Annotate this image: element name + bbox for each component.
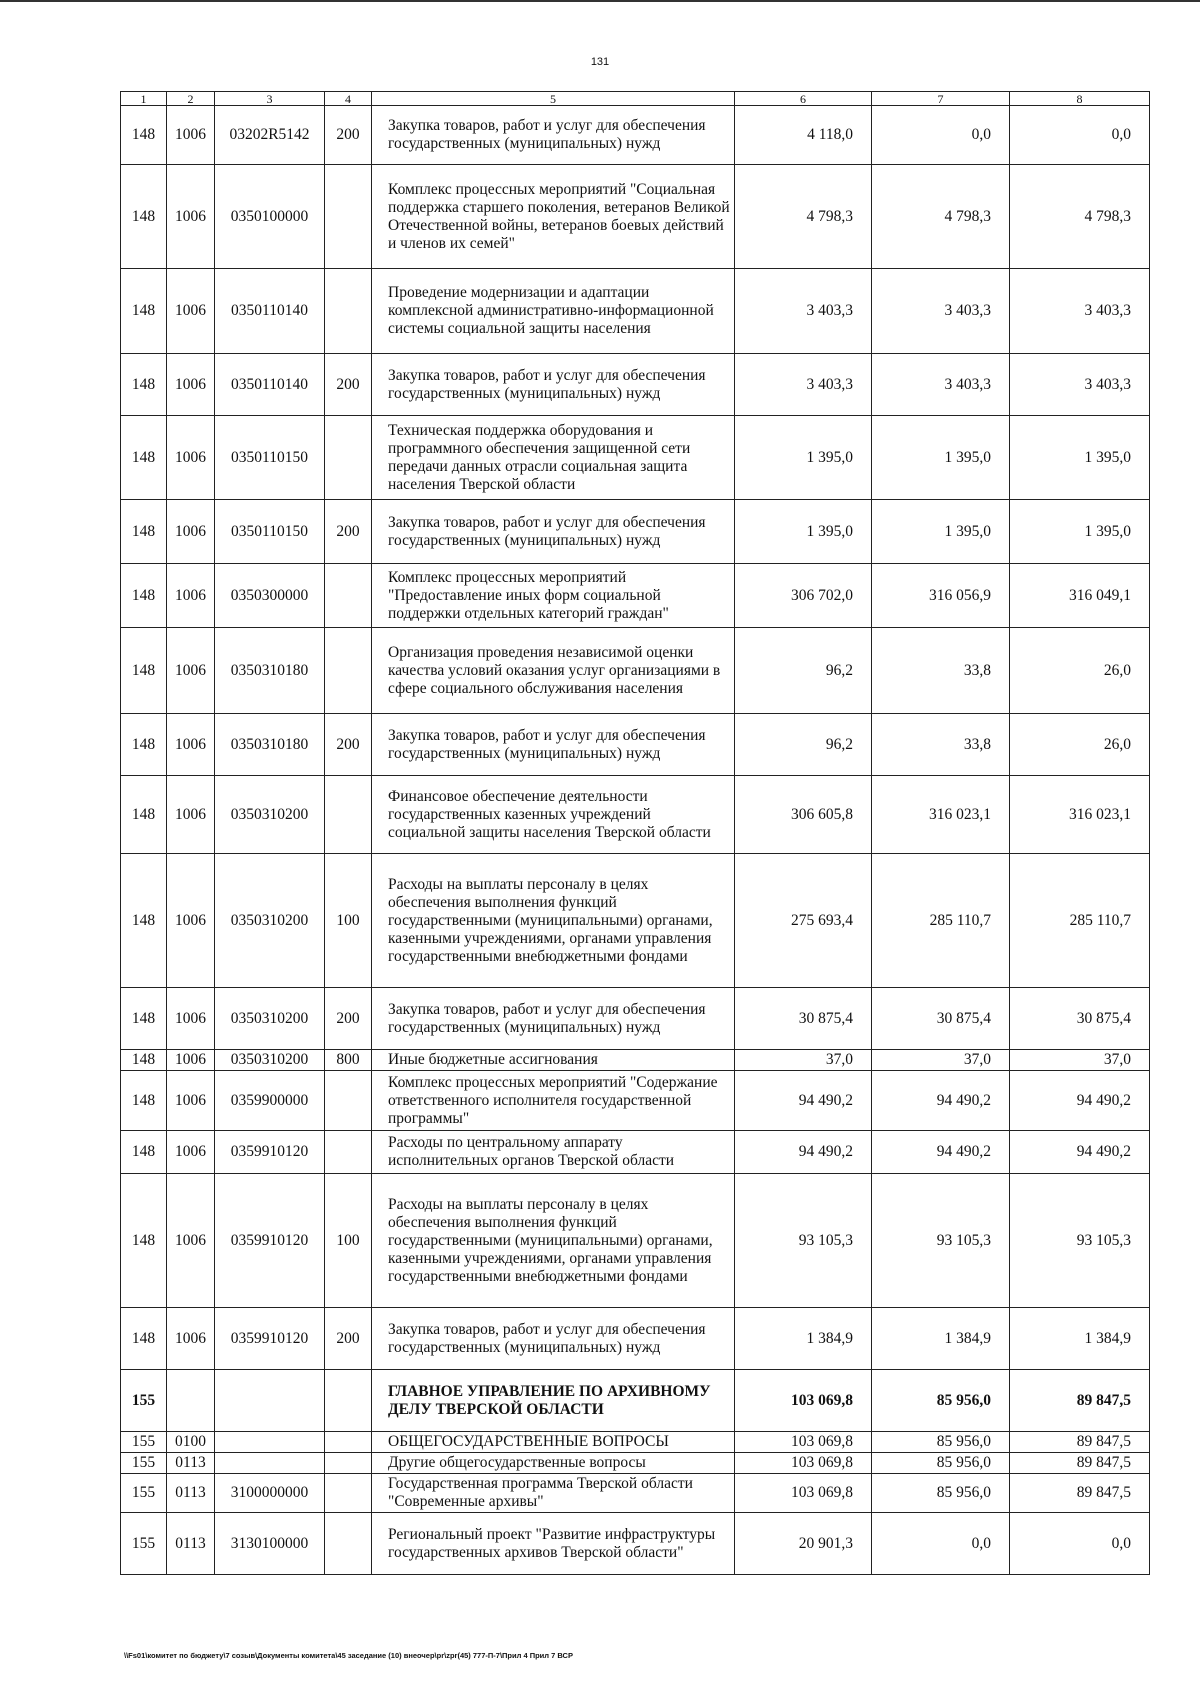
cell-col-6: 306 605,8: [735, 776, 872, 854]
cell-col-7: 33,8: [872, 714, 1010, 776]
column-header: 2: [167, 92, 215, 106]
cell-col-8: 0,0: [1010, 1513, 1150, 1575]
cell-col-4: 200: [325, 500, 372, 564]
cell-col-6: 3 403,3: [735, 269, 872, 354]
cell-col-6: 30 875,4: [735, 988, 872, 1050]
cell-col-4: [325, 564, 372, 628]
cell-col-3: 3100000000: [215, 1474, 325, 1513]
cell-col-3: 0350310200: [215, 854, 325, 988]
cell-col-3: 0359910120: [215, 1308, 325, 1370]
cell-col-7: 37,0: [872, 1050, 1010, 1071]
table-row: [121, 628, 1150, 714]
cell-col-2: 1006: [167, 416, 215, 500]
cell-col-2: 1006: [167, 776, 215, 854]
cell-col-1: 148: [121, 776, 167, 854]
cell-col-2: 1006: [167, 1131, 215, 1174]
cell-col-5: Финансовое обеспечение деятельности государственных казенных учреждений социальной защиты населения Тверской области: [372, 776, 735, 854]
footer-file-path: \\Fs01\комитет по бюджету\7 созыв\Документы комитета\45 заседание (10) внеочер\pr\zpr(45) 777-П-7\Прил 4 Прил 7 ВСР: [124, 1651, 573, 1660]
cell-col-3: 0350310180: [215, 628, 325, 714]
table-row: [121, 988, 1150, 1050]
cell-col-7: 1 395,0: [872, 500, 1010, 564]
cell-col-4: 200: [325, 354, 372, 416]
cell-col-5: Расходы на выплаты персоналу в целях обеспечения выполнения функций государственными (муниципальными) органами, казенными учреждениями, органами управления государственными внебюджетными фондами: [372, 854, 735, 988]
cell-col-6: 306 702,0: [735, 564, 872, 628]
cell-col-7: 94 490,2: [872, 1071, 1010, 1131]
cell-col-3: 0359910120: [215, 1131, 325, 1174]
table-row: [121, 1131, 1150, 1174]
cell-col-4: 200: [325, 714, 372, 776]
cell-col-2: [167, 1370, 215, 1432]
cell-col-8: 89 847,5: [1010, 1432, 1150, 1453]
cell-col-8: 316 049,1: [1010, 564, 1150, 628]
column-number-row: [121, 92, 1150, 106]
cell-col-3: 0350110140: [215, 354, 325, 416]
budget-table: [120, 91, 1150, 1575]
cell-col-3: 0350100000: [215, 165, 325, 269]
column-header: 3: [215, 92, 325, 106]
cell-col-2: 0113: [167, 1453, 215, 1474]
cell-col-4: 800: [325, 1050, 372, 1071]
cell-col-1: 148: [121, 1308, 167, 1370]
cell-col-8: 93 105,3: [1010, 1174, 1150, 1308]
cell-col-2: 1006: [167, 354, 215, 416]
cell-col-2: 1006: [167, 106, 215, 165]
cell-col-2: 0100: [167, 1432, 215, 1453]
cell-col-2: 1006: [167, 628, 215, 714]
cell-col-4: [325, 1370, 372, 1432]
cell-col-5: Региональный проект "Развитие инфраструктуры государственных архивов Тверской области": [372, 1513, 735, 1575]
table-row: [121, 776, 1150, 854]
cell-col-1: 148: [121, 354, 167, 416]
cell-col-8: 94 490,2: [1010, 1071, 1150, 1131]
cell-col-8: 89 847,5: [1010, 1474, 1150, 1513]
cell-col-6: 4 798,3: [735, 165, 872, 269]
cell-col-2: 1006: [167, 714, 215, 776]
table-row: [121, 1474, 1150, 1513]
cell-col-5: Расходы по центральному аппарату исполнительных органов Тверской области: [372, 1131, 735, 1174]
cell-col-2: 1006: [167, 854, 215, 988]
cell-col-4: 200: [325, 1308, 372, 1370]
cell-col-1: 155: [121, 1513, 167, 1575]
column-header: 1: [121, 92, 167, 106]
cell-col-6: 3 403,3: [735, 354, 872, 416]
cell-col-7: 33,8: [872, 628, 1010, 714]
table-row: [121, 1453, 1150, 1474]
cell-col-7: 0,0: [872, 1513, 1010, 1575]
cell-col-2: 1006: [167, 988, 215, 1050]
cell-col-2: 1006: [167, 165, 215, 269]
cell-col-1: 155: [121, 1370, 167, 1432]
cell-col-6: 1 395,0: [735, 416, 872, 500]
cell-col-6: 37,0: [735, 1050, 872, 1071]
column-header: 6: [735, 92, 872, 106]
cell-col-7: 85 956,0: [872, 1370, 1010, 1432]
cell-col-8: 89 847,5: [1010, 1370, 1150, 1432]
cell-col-8: 89 847,5: [1010, 1453, 1150, 1474]
cell-col-3: [215, 1370, 325, 1432]
column-header: 7: [872, 92, 1010, 106]
cell-col-5: Другие общегосударственные вопросы: [372, 1453, 735, 1474]
cell-col-1: 148: [121, 628, 167, 714]
cell-col-8: 0,0: [1010, 106, 1150, 165]
cell-col-8: 316 023,1: [1010, 776, 1150, 854]
cell-col-6: 94 490,2: [735, 1131, 872, 1174]
cell-col-8: 1 395,0: [1010, 416, 1150, 500]
cell-col-2: 1006: [167, 1174, 215, 1308]
cell-col-5: Закупка товаров, работ и услуг для обеспечения государственных (муниципальных) нужд: [372, 106, 735, 165]
cell-col-4: 200: [325, 106, 372, 165]
cell-col-5: Закупка товаров, работ и услуг для обеспечения государственных (муниципальных) нужд: [372, 1308, 735, 1370]
cell-col-2: 1006: [167, 500, 215, 564]
cell-col-7: 3 403,3: [872, 269, 1010, 354]
cell-col-7: 4 798,3: [872, 165, 1010, 269]
cell-col-7: 85 956,0: [872, 1432, 1010, 1453]
page-number: 131: [590, 56, 610, 68]
cell-col-6: 103 069,8: [735, 1432, 872, 1453]
cell-col-1: 148: [121, 564, 167, 628]
cell-col-8: 30 875,4: [1010, 988, 1150, 1050]
cell-col-7: 1 395,0: [872, 416, 1010, 500]
cell-col-6: 275 693,4: [735, 854, 872, 988]
table-row: [121, 1071, 1150, 1131]
cell-col-5: Иные бюджетные ассигнования: [372, 1050, 735, 1071]
cell-col-3: [215, 1432, 325, 1453]
cell-col-5: Государственная программа Тверской области "Современные архивы": [372, 1474, 735, 1513]
cell-col-3: 0350310200: [215, 776, 325, 854]
cell-col-8: 4 798,3: [1010, 165, 1150, 269]
cell-col-4: [325, 1513, 372, 1575]
cell-col-7: 3 403,3: [872, 354, 1010, 416]
cell-col-5: Закупка товаров, работ и услуг для обеспечения государственных (муниципальных) нужд: [372, 988, 735, 1050]
cell-col-7: 1 384,9: [872, 1308, 1010, 1370]
cell-col-3: 0350110140: [215, 269, 325, 354]
cell-col-1: 148: [121, 988, 167, 1050]
cell-col-8: 1 395,0: [1010, 500, 1150, 564]
cell-col-1: 148: [121, 1131, 167, 1174]
cell-col-7: 85 956,0: [872, 1453, 1010, 1474]
cell-col-6: 103 069,8: [735, 1370, 872, 1432]
cell-col-7: 316 056,9: [872, 564, 1010, 628]
cell-col-4: [325, 1071, 372, 1131]
cell-col-5: Комплекс процессных мероприятий "Социальная поддержка старшего поколения, ветеранов Великой Отечественной войны, ветеранов боевых действий и членов их семей": [372, 165, 735, 269]
cell-col-3: 03202R5142: [215, 106, 325, 165]
cell-col-1: 148: [121, 269, 167, 354]
cell-col-6: 20 901,3: [735, 1513, 872, 1575]
cell-col-1: 148: [121, 1174, 167, 1308]
cell-col-1: 148: [121, 106, 167, 165]
cell-col-3: 0350110150: [215, 500, 325, 564]
cell-col-5: Расходы на выплаты персоналу в целях обеспечения выполнения функций государственными (муниципальными) органами, казенными учреждениями, органами управления государственными внебюджетными фондами: [372, 1174, 735, 1308]
cell-col-4: [325, 1453, 372, 1474]
cell-col-1: 155: [121, 1453, 167, 1474]
cell-col-6: 93 105,3: [735, 1174, 872, 1308]
table-row: [121, 1308, 1150, 1370]
table-row: [121, 1370, 1150, 1432]
cell-col-3: 0359900000: [215, 1071, 325, 1131]
cell-col-7: 94 490,2: [872, 1131, 1010, 1174]
cell-col-1: 148: [121, 416, 167, 500]
cell-col-4: [325, 165, 372, 269]
cell-col-6: 4 118,0: [735, 106, 872, 165]
cell-col-4: [325, 1432, 372, 1453]
cell-col-6: 103 069,8: [735, 1453, 872, 1474]
cell-col-2: 1006: [167, 564, 215, 628]
cell-col-6: 103 069,8: [735, 1474, 872, 1513]
cell-col-8: 26,0: [1010, 714, 1150, 776]
cell-col-1: 148: [121, 165, 167, 269]
cell-col-5: Закупка товаров, работ и услуг для обеспечения государственных (муниципальных) нужд: [372, 354, 735, 416]
cell-col-3: [215, 1453, 325, 1474]
cell-col-3: 0350300000: [215, 564, 325, 628]
cell-col-7: 0,0: [872, 106, 1010, 165]
cell-col-4: 200: [325, 988, 372, 1050]
table-row: [121, 500, 1150, 564]
cell-col-4: [325, 416, 372, 500]
cell-col-1: 148: [121, 1050, 167, 1071]
column-header: 4: [325, 92, 372, 106]
table-row: [121, 1513, 1150, 1575]
cell-col-5: Техническая поддержка оборудования и программного обеспечения защищенной сети передачи данных отрасли социальная защита населения Тверской области: [372, 416, 735, 500]
table-row: [121, 416, 1150, 500]
cell-col-3: 0350310200: [215, 1050, 325, 1071]
cell-col-4: 100: [325, 1174, 372, 1308]
cell-col-8: 285 110,7: [1010, 854, 1150, 988]
cell-col-4: [325, 269, 372, 354]
cell-col-8: 3 403,3: [1010, 354, 1150, 416]
cell-col-4: [325, 776, 372, 854]
column-header: 5: [372, 92, 735, 106]
cell-col-8: 37,0: [1010, 1050, 1150, 1071]
table-row: [121, 854, 1150, 988]
table-row: [121, 269, 1150, 354]
cell-col-8: 94 490,2: [1010, 1131, 1150, 1174]
table-row: [121, 714, 1150, 776]
cell-col-6: 96,2: [735, 628, 872, 714]
cell-col-5: ОБЩЕГОСУДАРСТВЕННЫЕ ВОПРОСЫ: [372, 1432, 735, 1453]
cell-col-3: 0350310200: [215, 988, 325, 1050]
cell-col-4: [325, 1474, 372, 1513]
cell-col-8: 1 384,9: [1010, 1308, 1150, 1370]
cell-col-4: 100: [325, 854, 372, 988]
table-row: [121, 106, 1150, 165]
cell-col-2: 1006: [167, 1071, 215, 1131]
cell-col-1: 155: [121, 1432, 167, 1453]
cell-col-6: 1 395,0: [735, 500, 872, 564]
cell-col-4: [325, 628, 372, 714]
top-border-line: [0, 0, 1200, 2]
cell-col-6: 1 384,9: [735, 1308, 872, 1370]
cell-col-7: 93 105,3: [872, 1174, 1010, 1308]
cell-col-5: Закупка товаров, работ и услуг для обеспечения государственных (муниципальных) нужд: [372, 500, 735, 564]
cell-col-6: 94 490,2: [735, 1071, 872, 1131]
table-row: [121, 1432, 1150, 1453]
cell-col-5: Организация проведения независимой оценки качества условий оказания услуг организациями в сфере социального обслуживания населения: [372, 628, 735, 714]
cell-col-7: 85 956,0: [872, 1474, 1010, 1513]
table-row: [121, 165, 1150, 269]
cell-col-7: 30 875,4: [872, 988, 1010, 1050]
cell-col-4: [325, 1131, 372, 1174]
cell-col-7: 316 023,1: [872, 776, 1010, 854]
cell-col-8: 26,0: [1010, 628, 1150, 714]
column-header: 8: [1010, 92, 1150, 106]
cell-col-8: 3 403,3: [1010, 269, 1150, 354]
table-row: [121, 564, 1150, 628]
cell-col-1: 148: [121, 1071, 167, 1131]
cell-col-5: Комплекс процессных мероприятий "Предоставление иных форм социальной поддержки отдельных категорий граждан": [372, 564, 735, 628]
cell-col-5: Проведение модернизации и адаптации комплексной административно-информационной системы социальной защиты населения: [372, 269, 735, 354]
cell-col-3: 0350310180: [215, 714, 325, 776]
cell-col-1: 155: [121, 1474, 167, 1513]
cell-col-3: 3130100000: [215, 1513, 325, 1575]
cell-col-1: 148: [121, 854, 167, 988]
cell-col-2: 0113: [167, 1513, 215, 1575]
cell-col-5: Закупка товаров, работ и услуг для обеспечения государственных (муниципальных) нужд: [372, 714, 735, 776]
table-row: [121, 1174, 1150, 1308]
cell-col-5: ГЛАВНОЕ УПРАВЛЕНИЕ ПО АРХИВНОМУ ДЕЛУ ТВЕРСКОЙ ОБЛАСТИ: [372, 1370, 735, 1432]
cell-col-2: 1006: [167, 269, 215, 354]
cell-col-1: 148: [121, 500, 167, 564]
cell-col-3: 0350110150: [215, 416, 325, 500]
table-row: [121, 354, 1150, 416]
cell-col-2: 1006: [167, 1050, 215, 1071]
cell-col-3: 0359910120: [215, 1174, 325, 1308]
cell-col-5: Комплекс процессных мероприятий "Содержание ответственного исполнителя государственной программы": [372, 1071, 735, 1131]
cell-col-2: 0113: [167, 1474, 215, 1513]
cell-col-7: 285 110,7: [872, 854, 1010, 988]
cell-col-6: 96,2: [735, 714, 872, 776]
cell-col-1: 148: [121, 714, 167, 776]
table-row: [121, 1050, 1150, 1071]
cell-col-2: 1006: [167, 1308, 215, 1370]
